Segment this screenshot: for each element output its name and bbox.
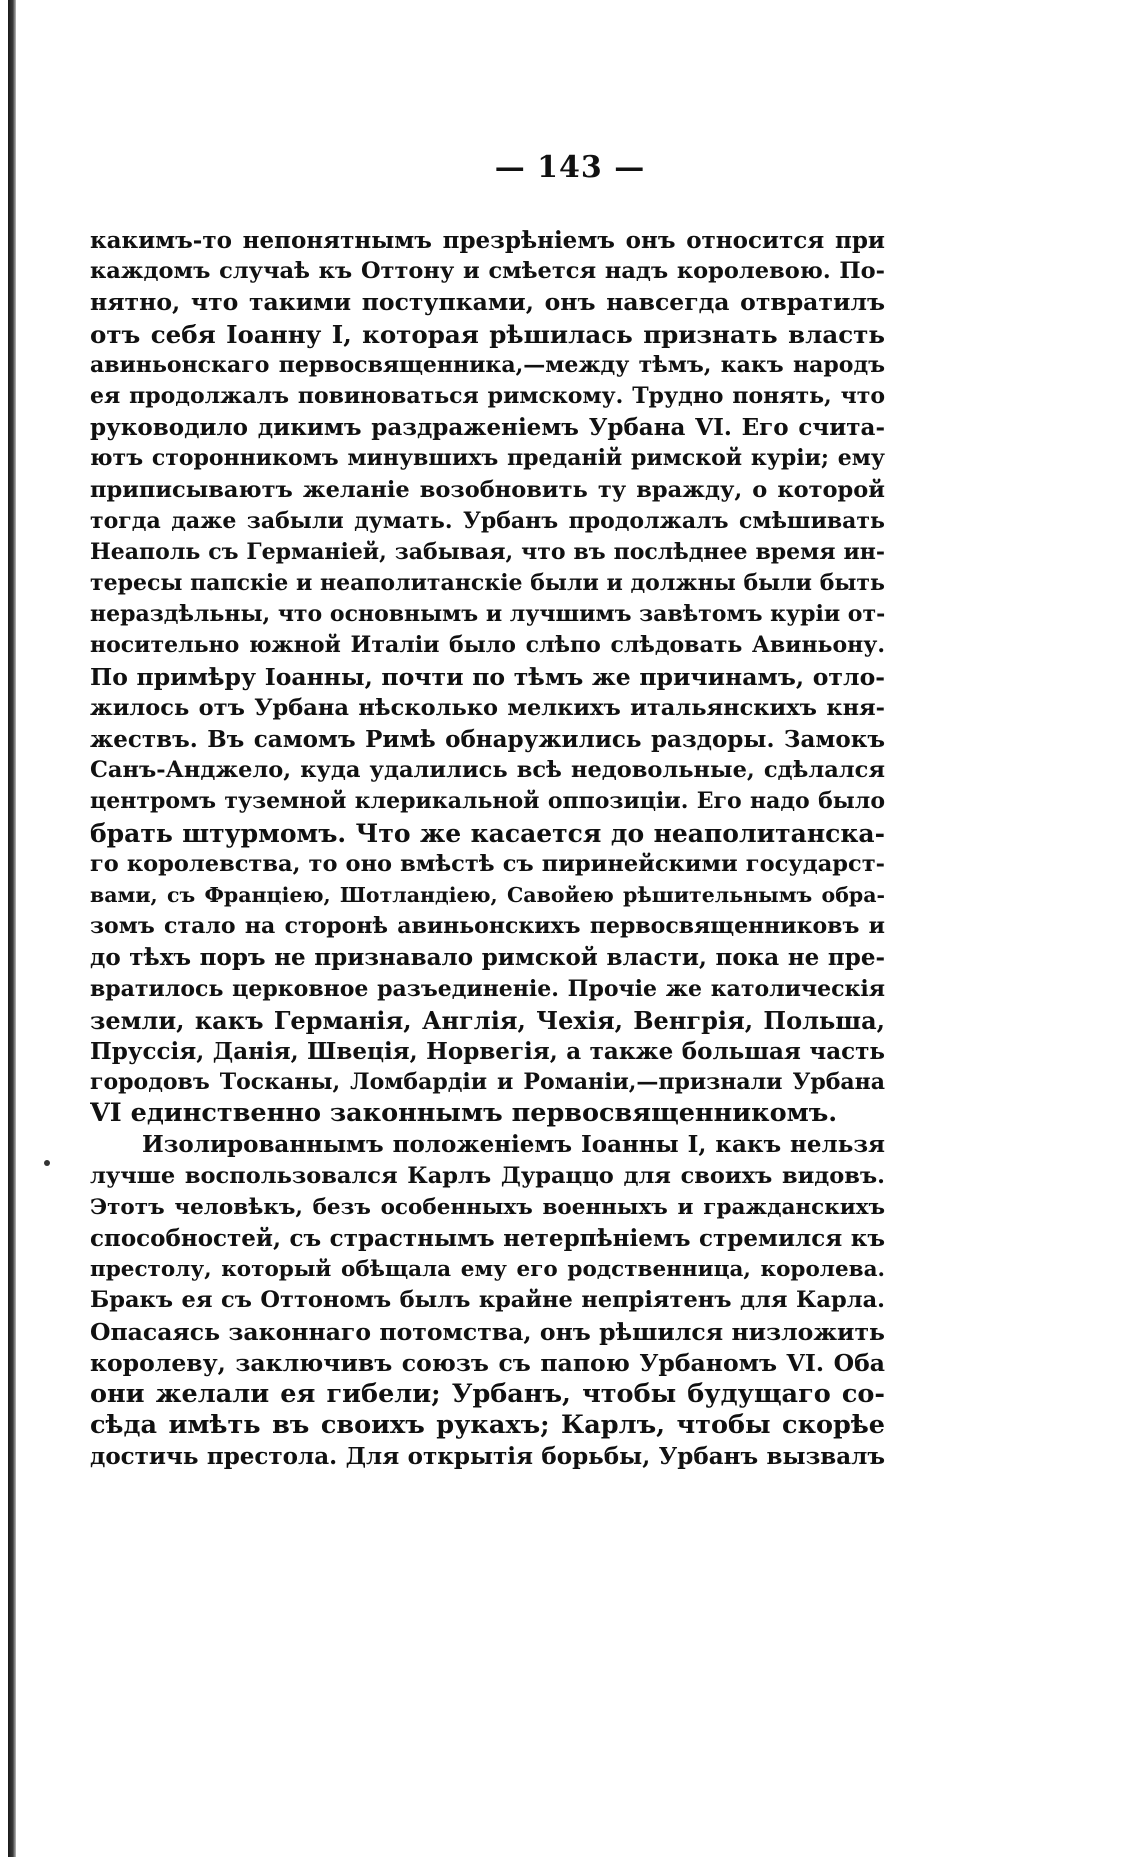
text-line: городовъ Тосканы, Ломбардіи и Романіи,—признали Урбана: [90, 1069, 885, 1096]
text-line: носительно южной Италіи было слѣпо слѣдовать Авиньону.: [90, 632, 885, 659]
text-line: ютъ сторонникомъ минувшихъ преданій римской куріи; ему: [90, 445, 885, 472]
page-number: — 143 —: [494, 150, 646, 185]
text-line: земли, какъ Германія, Англія, Чехія, Венгрія, Польша,: [90, 1005, 885, 1035]
text-line: го королевства, то оно вмѣстѣ съ пиринейскими государст-: [90, 850, 885, 877]
text-line: авиньонскаго первосвященника,—между тѣмъ, какъ народъ: [90, 351, 885, 378]
binding-edge: [8, 0, 16, 1857]
text-line: лучше воспользовался Карлъ Дураццо для своихъ видовъ.: [90, 1162, 885, 1189]
text-line: достичь престола. Для открытія борьбы, Урбанъ вызвалъ: [90, 1443, 885, 1471]
text-line: брать штурмомъ. Что же касается до неаполитанска-: [90, 818, 885, 848]
text-line: тересы папскіе и неаполитанскіе были и должны были быть: [90, 570, 885, 597]
text-line: они желали ея гибели; Урбанъ, чтобы будущаго со-: [90, 1378, 885, 1409]
text-line: Санъ-Анджело, куда удалились всѣ недовольные, сдѣлался: [90, 757, 885, 784]
body-text: [90, 225, 885, 1473]
text-line: VI единственно законнымъ первосвященникомъ.: [90, 1098, 838, 1129]
text-line: жествъ. Въ самомъ Римѣ обнаружились раздоры. Замокъ: [90, 726, 885, 753]
text-line: приписываютъ желаніе возобновить ту вражду, о которой: [90, 476, 885, 503]
text-line: тогда даже забыли думать. Урбанъ продолжалъ смѣшивать: [90, 507, 885, 534]
text-line: до тѣхъ поръ не признавало римской власти, пока не пре-: [90, 944, 885, 972]
text-line: жилось отъ Урбана нѣсколько мелкихъ итальянскихъ кня-: [90, 694, 885, 721]
scan-speck: [44, 1160, 50, 1166]
text-line: отъ себя Іоанну I, которая рѣшилась признать власть: [90, 319, 885, 349]
text-line: нераздѣльны, что основнымъ и лучшимъ завѣтомъ куріи от-: [90, 601, 885, 628]
text-line: вами, съ Франціею, Шотландіею, Савойею рѣшительнымъ обра-: [90, 882, 885, 907]
text-line: Изолированнымъ положеніемъ Іоанны I, какъ нельзя: [142, 1131, 885, 1159]
text-line: ея продолжалъ повиноваться римскому. Трудно понять, что: [90, 382, 885, 409]
text-line: престолу, который обѣщала ему его родственница, королева.: [90, 1257, 885, 1283]
text-line: каждомъ случаѣ къ Оттону и смѣется надъ королевою. По-: [90, 258, 885, 285]
text-line: сѣда имѣть въ своихъ рукахъ; Карлъ, чтобы скорѣе: [90, 1410, 885, 1441]
text-line: зомъ стало на сторонѣ авиньонскихъ первосвященниковъ и: [90, 913, 885, 940]
text-line: Неаполь съ Германіей, забывая, что въ послѣднее время ин-: [90, 538, 885, 565]
text-line: По примѣру Іоанны, почти по тѣмъ же причинамъ, отло-: [90, 662, 885, 691]
text-line: какимъ-то непонятнымъ презрѣніемъ онъ относится при: [90, 227, 885, 254]
text-line: нятно, что такими поступками, онъ навсегда отвратилъ: [90, 288, 885, 317]
text-line: руководило дикимъ раздраженіемъ Урбана VI. Его счита-: [90, 414, 885, 442]
text-line: Пруссія, Данія, Швеція, Норвегія, а также большая часть: [90, 1037, 885, 1065]
text-line: Этотъ человѣкъ, безъ особенныхъ военныхъ и гражданскихъ: [90, 1194, 885, 1220]
text-line: королеву, заключивъ союзъ съ папою Урбаномъ VI. Оба: [90, 1348, 885, 1377]
text-line: Бракъ ея съ Оттономъ былъ крайне непріятенъ для Карла.: [90, 1287, 885, 1314]
text-line: центромъ туземной клерикальной оппозиціи. Его надо было: [90, 788, 885, 815]
text-line: Опасаясь законнаго потомства, онъ рѣшился низложить: [90, 1317, 885, 1346]
text-line: способностей, съ страстнымъ нетерпѣніемъ стремился къ: [90, 1225, 885, 1252]
text-line: вратилось церковное разъединеніе. Прочіе же католическія: [90, 975, 885, 1002]
